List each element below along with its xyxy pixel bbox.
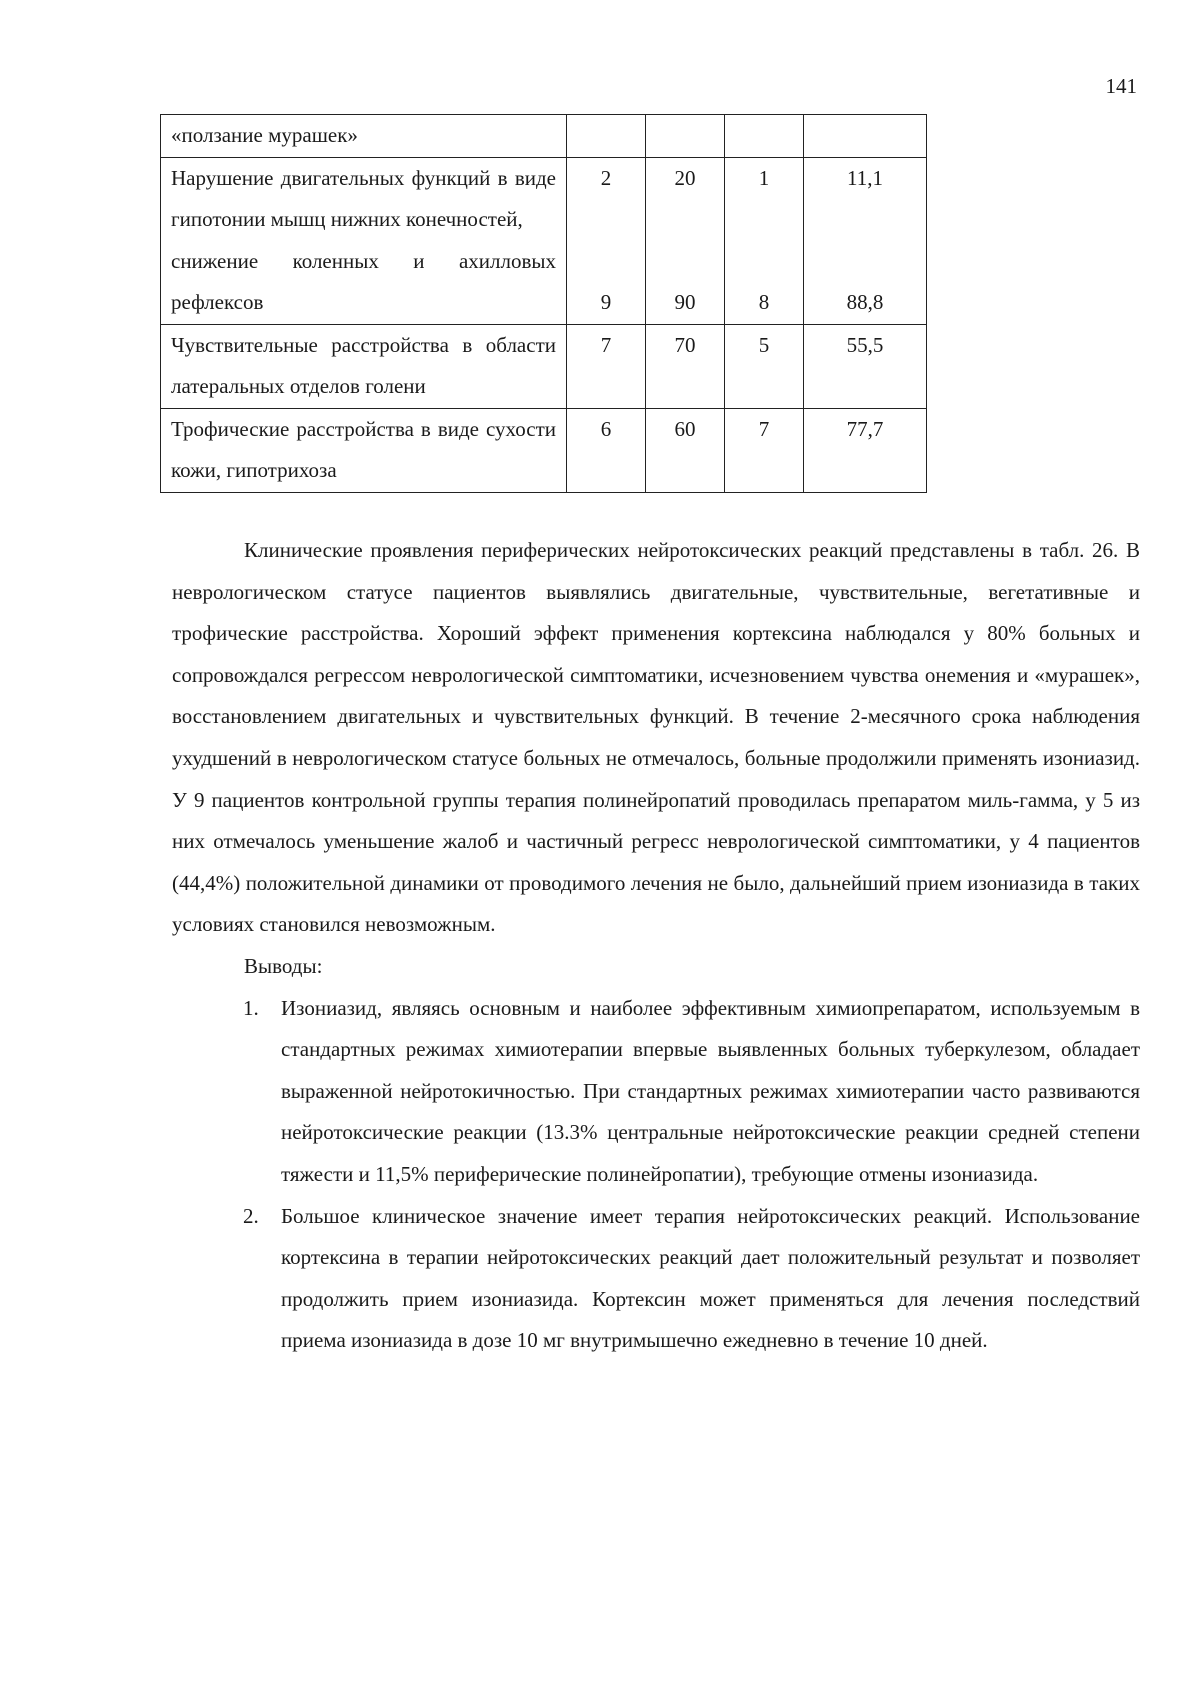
conclusions-heading: Выводы: <box>244 953 323 978</box>
table-cell-value: 60 <box>646 408 725 492</box>
table-cell-label: «ползание мурашек» <box>161 115 567 158</box>
conclusions-list <box>172 988 1140 1362</box>
table-cell-value <box>725 115 804 158</box>
table-cell-label: Чувствительные расстройства в области латеральных отделов голени <box>161 324 567 408</box>
table-row <box>161 324 927 408</box>
body-text <box>172 530 1140 1362</box>
table-cell-value: 77,7 <box>804 408 927 492</box>
conclusion-item <box>172 988 1140 1196</box>
table-cell-value-line: 2 <box>600 165 612 190</box>
list-number: 2. <box>243 1203 259 1228</box>
table-cell-value-line: 20 <box>674 165 696 190</box>
table-row <box>161 408 927 492</box>
table-cell-value-line: 90 <box>674 290 696 314</box>
table-cell-label: Трофические расстройства в виде сухости кожи, гипотрихоза <box>161 408 567 492</box>
table-cell-value <box>646 115 725 158</box>
table-cell-value-line: 1 <box>758 165 770 190</box>
table-cell-value <box>567 157 646 324</box>
list-number: 1. <box>243 995 259 1020</box>
table-cell-label-line: снижение коленных и ахилловых рефлексов <box>171 248 556 314</box>
table-cell-label-line: Нарушение двигательных функций в виде гипотонии мышц нижних конечностей, <box>171 165 556 231</box>
table-cell-value: 5 <box>725 324 804 408</box>
table-cell-value-line: 9 <box>600 290 612 314</box>
table-cell-value <box>646 157 725 324</box>
table-cell-value <box>567 115 646 158</box>
table-cell-value: 7 <box>725 408 804 492</box>
table-cell-value-line: 11,1 <box>847 165 883 190</box>
table-cell-value: 7 <box>567 324 646 408</box>
conclusion-text: Большое клиническое значение имеет терапия нейротоксических реакций. Использование кортексина в терапии нейротоксических реакций дает положительный результат и позволяет продолжить прием изониазида. Кортексин может применяться для лечения последствий приема изониазида в дозе 10 мг внутримышечно ежедневно в течение 10 дней. <box>281 1203 1140 1353</box>
table-cell-value <box>804 115 927 158</box>
table-cell-label <box>161 157 567 324</box>
table-cell-value: 6 <box>567 408 646 492</box>
table-row <box>161 115 927 158</box>
page-number: 141 <box>1105 74 1137 98</box>
table-cell-value-line: 88,8 <box>846 290 884 314</box>
table-cell-value: 70 <box>646 324 725 408</box>
table-cell-value <box>725 157 804 324</box>
conclusion-text: Изониазид, являясь основным и наиболее эффективным химиопрепаратом, используемым в стандартных режимах химиотерапии впервые выявленных больных туберкулезом, обладает выраженной нейротокичностью. При стандартных режимах химиотерапии часто развиваются нейротоксические реакции (13.3% центральные нейротоксические реакции средней степени тяжести и 11,5% периферические полинейропатии), требующие отмены изониазида. <box>281 995 1140 1186</box>
body-paragraph: Клинические проявления периферических нейротоксических реакций представлены в табл. 26. В неврологическом статусе пациентов выявлялись двигательные, чувствительные, вегетативные и трофические расстройства. Хороший эффект применения кортексина наблюдался у 80% больных и сопровождался регрессом неврологической симптоматики, исчезновением чувства онемения и «мурашек», восстановлением двигательных и чувствительных функций. В течение 2-месячного срока наблюдения ухудшений в неврологическом статусе больных не отмечалось, больные продолжили применять изониазид. У 9 пациентов контрольной группы терапия полинейропатий проводилась препаратом миль-гамма, у 5 из них отмечалось уменьшение жалоб и частичный регресс неврологической симптоматики, у 4 пациентов (44,4%) положительной динамики от проводимого лечения не было, дальнейший прием изониазида в таких условиях становился невозможным. <box>172 538 1140 937</box>
table-row <box>161 157 927 324</box>
table-cell-value: 55,5 <box>804 324 927 408</box>
table-cell-value-line: 8 <box>758 290 770 314</box>
conclusion-item <box>172 1196 1140 1362</box>
table-cell-value <box>804 157 927 324</box>
data-table <box>160 114 927 493</box>
